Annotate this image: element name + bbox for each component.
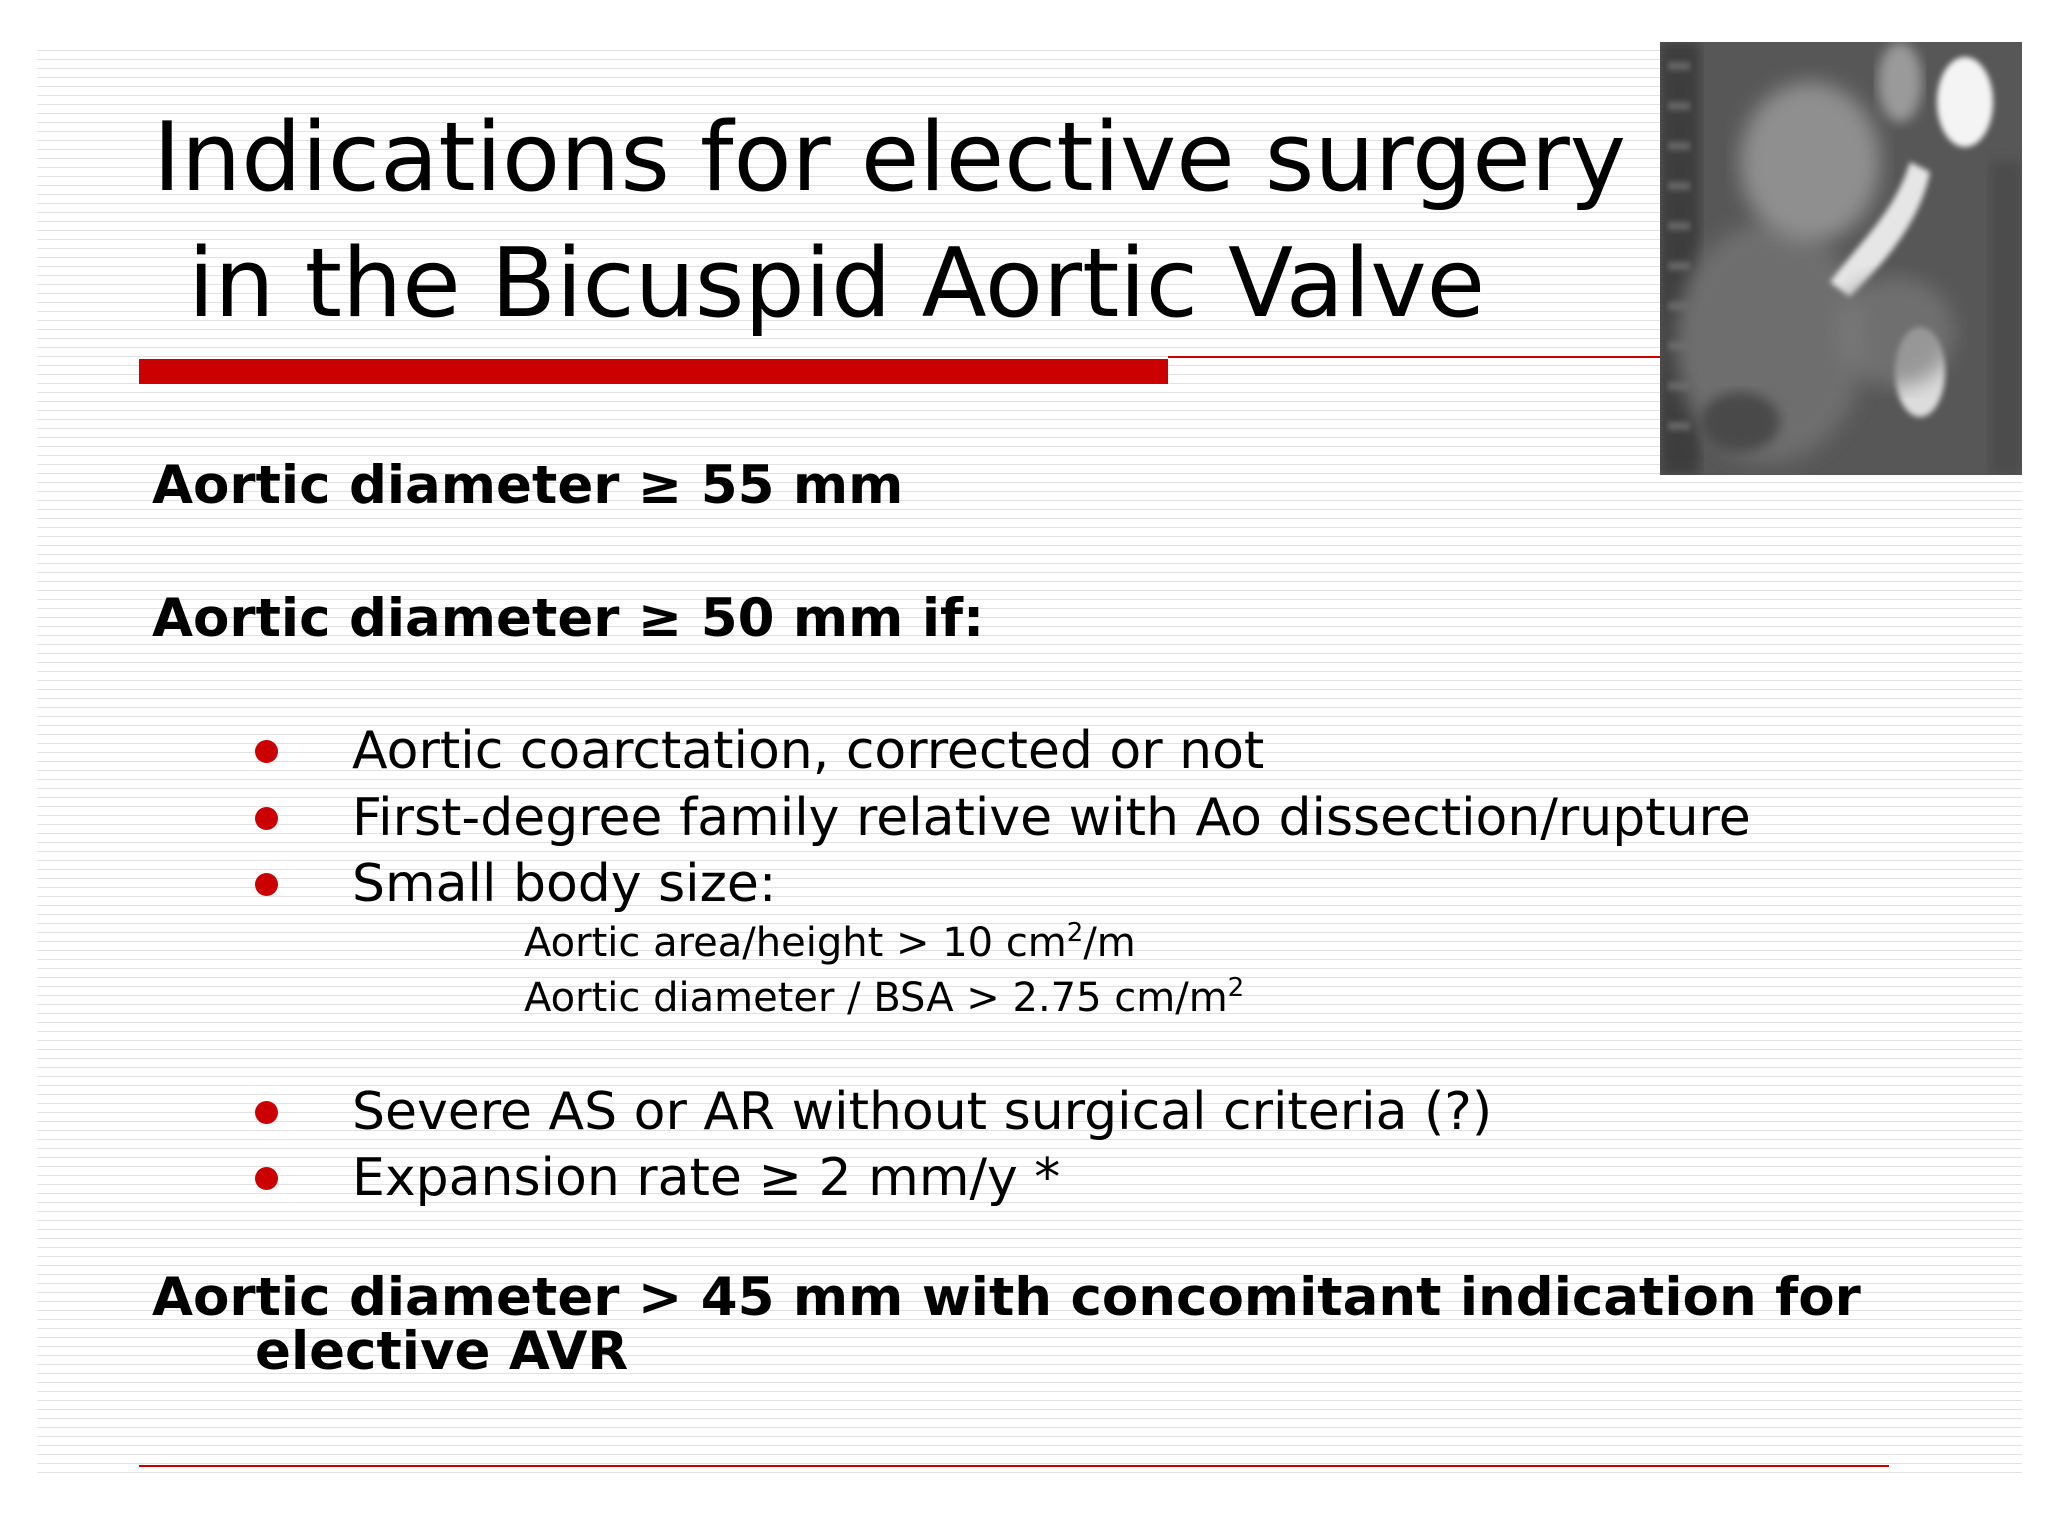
superscript: 2 <box>1227 973 1245 1003</box>
bullet-icon <box>255 1167 278 1190</box>
title-line-2: in the Bicuspid Aortic Valve <box>188 229 1486 339</box>
indication-45mm-line-2: elective AVR <box>255 1321 629 1382</box>
indication-aortic-55mm: Aortic diameter ≥ 55 mm <box>152 455 904 516</box>
title-underline-thin <box>1168 356 1660 358</box>
indication-aortic-45mm <box>152 1267 1861 1382</box>
title-line-1: Indications for elective surgery <box>153 103 1627 213</box>
title-underline-bar <box>139 359 1168 384</box>
list-item-text: First-degree family relative with Ao dissection/rupture <box>352 788 1751 848</box>
sub-item-aortic-area-height <box>524 918 1136 968</box>
list-item-text: Severe AS or AR without surgical criteria (?) <box>352 1082 1493 1142</box>
sub-item-aortic-diameter-bsa <box>524 973 1244 1023</box>
footer-divider <box>139 1465 1889 1467</box>
bullet-icon <box>255 740 278 763</box>
slide-title <box>153 95 1626 347</box>
indication-aortic-50mm: Aortic diameter ≥ 50 mm if: <box>152 588 985 649</box>
list-item-text: Expansion rate ≥ 2 mm/y * <box>352 1148 1061 1208</box>
indication-45mm-line-1: Aortic diameter > 45 mm with concomitant indication for <box>152 1267 1861 1328</box>
sub-item-text: Aortic area/height > 10 cm <box>524 920 1067 966</box>
list-item-text: Small body size: <box>352 854 777 914</box>
sub-item-text: Aortic diameter / BSA > 2.75 cm/m <box>524 975 1228 1021</box>
list-item-text: Aortic coarctation, corrected or not <box>352 721 1265 781</box>
bullet-icon <box>255 873 278 896</box>
superscript: 2 <box>1066 918 1084 948</box>
bullet-icon <box>255 807 278 830</box>
mri-image <box>1660 42 2022 475</box>
sub-item-suffix: /m <box>1083 920 1136 966</box>
bullet-icon <box>255 1101 278 1124</box>
mri-scan-graphic <box>1660 42 2022 475</box>
